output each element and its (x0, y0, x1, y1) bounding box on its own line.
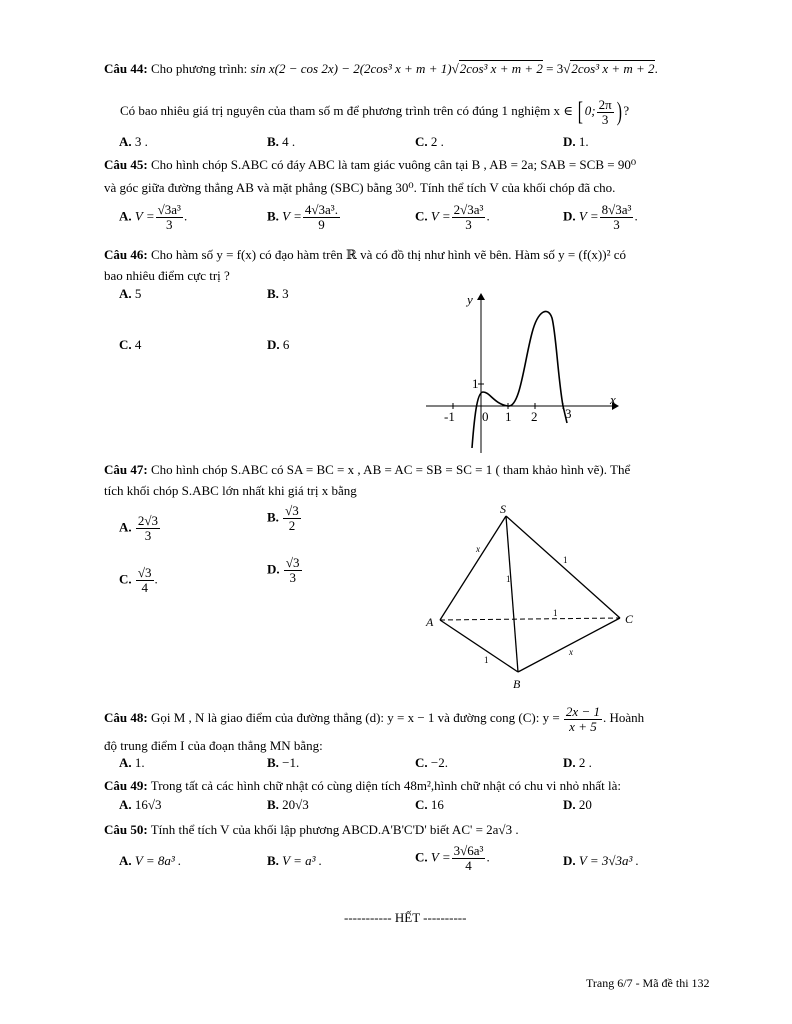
q49-option-c[interactable] (415, 797, 444, 813)
option-num: 4√3a³. (304, 202, 338, 217)
option-label: B. (267, 286, 279, 301)
option-den: 4 (141, 580, 148, 595)
label-SC: 1 (563, 555, 568, 565)
q45-line1: Cho hình chóp S.ABC có đáy ABC là tam giác vuông cân tại B , AB = 2a; SAB = SCB = 90⁰ (150, 157, 637, 172)
q46-option-a[interactable] (119, 286, 141, 302)
q50-option-c[interactable] (415, 844, 490, 873)
option-pre: V = (134, 208, 155, 224)
edge-BC (518, 618, 620, 672)
edge-SB (506, 516, 518, 672)
option-label: D. (563, 134, 576, 149)
option-label: B. (267, 208, 279, 224)
option-pre: V = (430, 208, 451, 224)
option-label: B. (267, 134, 279, 149)
q48-frac-den: x + 5 (569, 718, 597, 734)
option-fraction (303, 203, 340, 232)
q44-interval-fraction (597, 98, 614, 127)
q44-question-text: Có bao nhiêu giá trị nguyên của tham số m để phương trình trên có đúng 1 nghiệm x ∈ (120, 103, 573, 118)
option-label: B. (267, 853, 279, 868)
q44-left-bracket: [ (577, 97, 584, 127)
option-pre: V = (430, 849, 451, 865)
option-fraction (283, 504, 301, 533)
q44-interval-den: 3 (601, 111, 609, 127)
option-fraction (156, 203, 183, 232)
option-num: √3 (285, 555, 300, 570)
q44-equation-part1: sin x(2 − cos 2x) − 2(2cos³ x + m + 1) (250, 61, 452, 76)
q49-line1: Trong tất cả các hình chữ nhật có cùng diện tích 48m²,hình chữ nhật có chu vi nhỏ nhất là: (150, 778, 621, 793)
q48-stem-line1 (104, 703, 644, 734)
edge-SC (506, 516, 620, 618)
function-curve (472, 311, 567, 448)
option-num: √3 (285, 503, 299, 518)
option-fraction (600, 203, 634, 232)
option-label: B. (267, 509, 279, 525)
tick-label-1: 1 (505, 409, 512, 424)
q48-option-a[interactable] (119, 755, 145, 771)
q48-frac-num: 2x − 1 (565, 703, 600, 719)
option-text: V = 3√3a³ . (578, 853, 639, 868)
q50-option-b[interactable] (267, 853, 322, 869)
option-fraction (136, 566, 154, 595)
q44-option-c[interactable] (415, 134, 444, 150)
q50-stem (104, 822, 519, 838)
option-label: D. (563, 755, 576, 770)
option-text: 16 (430, 797, 444, 812)
option-fraction (136, 514, 160, 543)
q44-option-d[interactable] (563, 134, 589, 150)
q45-option-b[interactable] (267, 203, 341, 232)
option-text: 3 . (134, 134, 148, 149)
q47-stem-line2: tích khối chóp S.ABC lớn nhất khi giá trị x bằng (104, 483, 357, 498)
edge-SA (440, 516, 506, 620)
vertex-A: A (426, 615, 434, 629)
x-axis-label: x (610, 392, 616, 407)
option-label: B. (267, 797, 279, 812)
option-text: 5 (134, 286, 142, 301)
option-pre: V = (578, 208, 599, 224)
q50-option-a[interactable] (119, 853, 181, 869)
option-text: 6 (282, 337, 290, 352)
option-label: C. (415, 134, 428, 149)
option-label: D. (267, 337, 280, 352)
option-fraction (452, 844, 486, 873)
option-num: 2√3a³ (453, 202, 484, 217)
q46-option-b[interactable] (267, 286, 289, 302)
label-BC: x (569, 647, 573, 657)
tick-label-0: 0 (482, 409, 489, 424)
option-den: 4 (465, 858, 472, 873)
q44-option-a[interactable] (119, 134, 148, 150)
option-text: 4 . (282, 134, 296, 149)
q46-option-c[interactable] (119, 337, 141, 353)
option-num: √3a³ (157, 202, 181, 217)
option-post: . (486, 849, 490, 865)
vertex-S: S (500, 502, 506, 516)
option-den: 3 (465, 217, 472, 232)
q44-sqrt-sign-2: √ (563, 61, 571, 76)
option-den: 9 (318, 217, 325, 232)
page-footer: Trang 6/7 - Mã đề thi 132 (586, 976, 710, 990)
option-label: A. (119, 208, 132, 224)
label-SB: 1 (506, 574, 511, 584)
tick-label-3: 3 (565, 406, 572, 421)
q48-line1-post: . Hoành (602, 710, 645, 725)
q50-option-d[interactable] (563, 853, 639, 869)
option-text: −2. (430, 755, 448, 770)
option-text: 2 . (578, 755, 592, 770)
option-den: 3 (144, 528, 152, 543)
option-text: 20√3 (282, 797, 309, 812)
q44-interval-left: 0; (584, 103, 596, 118)
q49-stem (104, 778, 621, 794)
vertex-B: B (513, 677, 521, 691)
option-den: 2 (288, 518, 296, 533)
q47-option-d[interactable] (267, 556, 303, 585)
q46-label: Câu 46: (104, 247, 148, 262)
q47-stem-line1 (104, 462, 630, 478)
option-label: C. (415, 797, 428, 812)
option-label: C. (415, 755, 428, 770)
option-label: A. (119, 134, 132, 149)
option-text: 16√3 (134, 797, 162, 812)
option-label: B. (267, 755, 279, 770)
q49-option-b[interactable] (267, 797, 309, 813)
option-post: . (634, 208, 638, 224)
q49-option-a[interactable] (119, 797, 162, 813)
tick-label-y1: 1 (472, 376, 479, 391)
q44-equation-end: . (654, 61, 658, 76)
q47-option-a[interactable] (119, 514, 161, 543)
tick-label-neg1: -1 (444, 409, 455, 424)
q46-option-d[interactable] (267, 337, 289, 353)
q50-label: Câu 50: (104, 822, 148, 837)
option-label: C. (415, 849, 428, 865)
option-post: . (154, 571, 158, 587)
option-pre: V = (282, 208, 302, 224)
option-text: 1. (134, 755, 145, 770)
q44-intro: Cho phương trình: (150, 61, 248, 76)
q45-option-a[interactable] (119, 203, 187, 232)
q44-equation-sqrt2: 2cos³ x + m + 2 (571, 61, 655, 76)
q47-pyramid-figure (418, 500, 648, 695)
option-den: 3 (166, 217, 173, 232)
q45-stem-line1 (104, 157, 636, 173)
q44-right-paren: ) (616, 97, 622, 127)
option-label: A. (119, 797, 132, 812)
option-text: 2 . (430, 134, 444, 149)
q47-label: Câu 47: (104, 462, 148, 477)
option-fraction (452, 203, 486, 232)
option-post: . (183, 208, 188, 224)
edge-AB (440, 620, 518, 672)
q47-option-c[interactable] (119, 566, 158, 595)
option-label: A. (119, 286, 132, 301)
q44-equation-sqrt1: 2cos³ x + m + 2 (459, 61, 543, 76)
option-label: A. (119, 853, 132, 868)
option-fraction (284, 556, 302, 585)
tick-label-2: 2 (531, 409, 538, 424)
q48-stem-line2: độ trung điểm I của đoạn thẳng MN bằng: (104, 738, 323, 753)
option-text: −1. (282, 755, 300, 770)
q44-label: Câu 44: (104, 61, 148, 76)
q49-option-d[interactable] (563, 797, 592, 813)
q45-stem-line2: và góc giữa đường thẳng AB và mặt phẳng (SBC) bằng 30⁰. Tính thể tích V của khối chóp đã cho. (104, 180, 616, 195)
option-num: 8√3a³ (601, 202, 632, 217)
option-den: 3 (289, 570, 296, 585)
option-label: D. (563, 797, 576, 812)
q44-option-b[interactable] (267, 134, 295, 150)
label-SA: x (476, 544, 480, 554)
q48-fraction (564, 705, 602, 734)
option-text: 4 (134, 337, 142, 352)
q44-sqrt-sign-1: √ (451, 61, 459, 76)
option-text: 3 (282, 286, 289, 301)
q44-equation-mid: = 3 (542, 61, 564, 76)
vertex-C: C (625, 612, 634, 626)
option-text: 1. (578, 134, 589, 149)
q44-interval-num: 2π (598, 96, 612, 112)
q46-stem-line1 (104, 247, 626, 263)
q49-label: Câu 49: (104, 778, 148, 793)
q48-line1-pre: Gọi M , N là giao điểm của đường thẳng (d): y = x − 1 và đường cong (C): y = (150, 710, 560, 725)
option-num: 2√3 (137, 513, 159, 528)
option-post: . (486, 208, 490, 224)
option-num: √3 (137, 565, 152, 580)
option-label: A. (119, 755, 132, 770)
option-den: 3 (613, 217, 620, 232)
option-label: D. (563, 853, 576, 868)
option-label: D. (563, 208, 576, 224)
q47-line1: Cho hình chóp S.ABC có SA = BC = x , AB = AC = SB = SC = 1 ( tham khảo hình vẽ). Thể (150, 462, 631, 477)
label-AB: 1 (484, 655, 489, 665)
option-label: C. (415, 208, 428, 224)
q46-function-graph (420, 288, 630, 458)
q46-line1: Cho hàm số y = f(x) có đạo hàm trên ℝ và có đồ thị như hình vẽ bên. Hàm số y = (f(x))² có (150, 247, 627, 262)
y-axis-label: y (467, 292, 473, 307)
option-text: V = a³ . (282, 853, 323, 868)
option-text: V = 8a³ . (134, 853, 182, 868)
option-label: A. (119, 519, 132, 535)
q48-label: Câu 48: (104, 710, 148, 725)
option-label: C. (119, 571, 132, 587)
q48-option-b[interactable] (267, 755, 299, 771)
q50-line1: Tính thể tích V của khối lập phương ABCD.A'B'C'D' biết AC' = 2a√3 . (150, 822, 519, 837)
option-label: C. (119, 337, 132, 352)
option-num: 3√6a³ (453, 843, 484, 858)
q45-option-c[interactable] (415, 203, 490, 232)
q44-question (120, 96, 629, 127)
edge-AC-hidden (440, 618, 620, 620)
label-AC: 1 (553, 608, 558, 618)
q48-option-c[interactable] (415, 755, 448, 771)
q44-qmark: ? (623, 103, 630, 118)
option-text: 20 (578, 797, 592, 812)
q45-option-d[interactable] (563, 203, 638, 232)
q47-option-b[interactable] (267, 504, 302, 533)
q46-stem-line2: bao nhiêu điểm cực trị ? (104, 268, 230, 283)
q48-option-d[interactable] (563, 755, 592, 771)
q45-label: Câu 45: (104, 157, 148, 172)
end-marker: ----------- HẾT ---------- (344, 910, 467, 925)
option-label: D. (267, 561, 280, 577)
q44-stem (104, 61, 658, 77)
